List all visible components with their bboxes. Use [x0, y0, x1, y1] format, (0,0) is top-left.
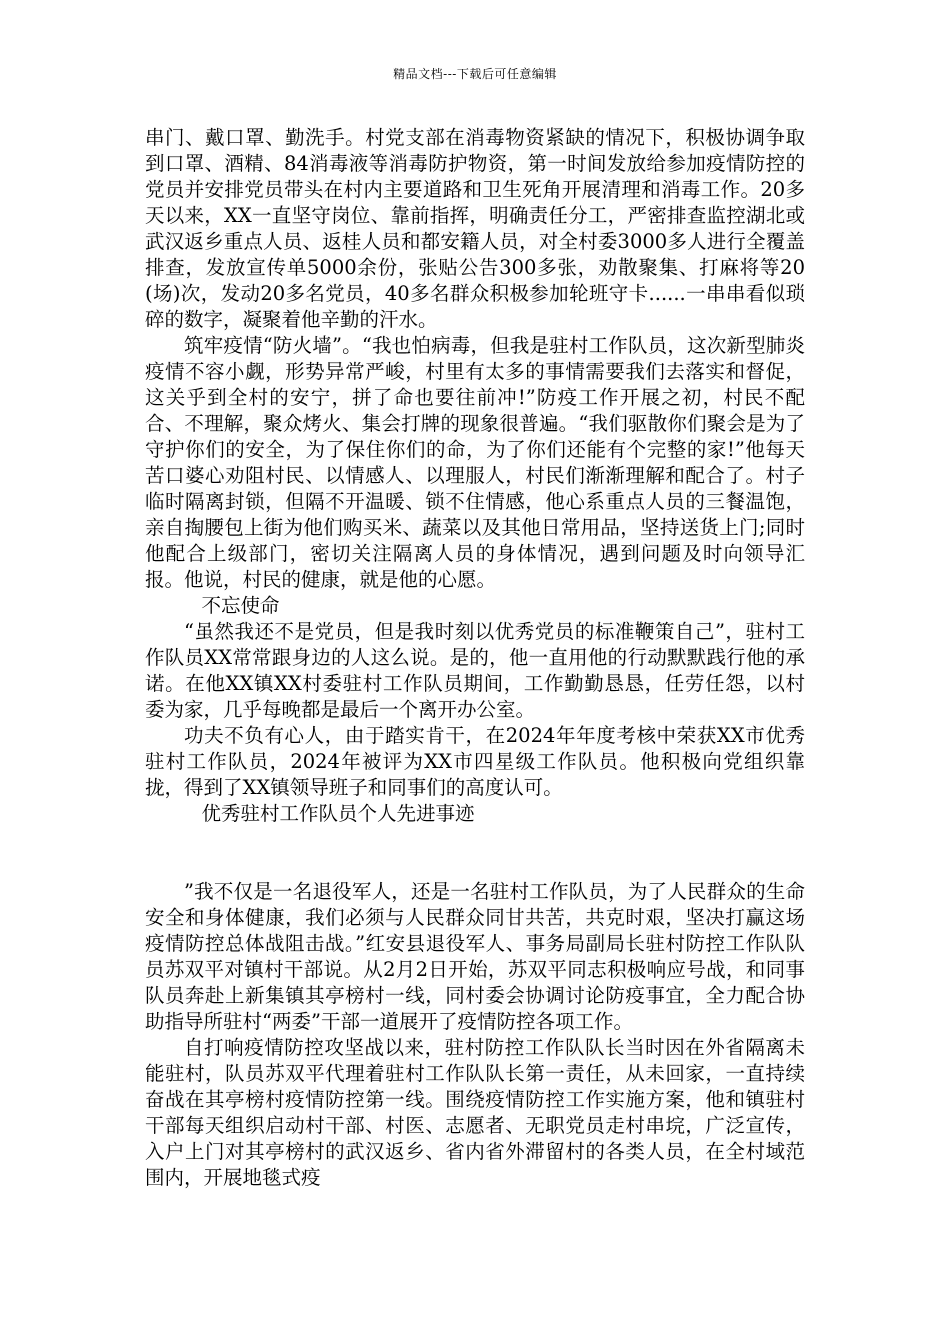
paragraph-honors: 功夫不负有心人，由于踏实肯干，在2024年年度考核中荣获XX市优秀驻村工作队员，2024年被评为XX市四星级工作队员。他积极向党组织靠拢，得到了XX镇领导班子和同事们的高度认可。 [145, 724, 805, 799]
section-heading-mission: 不忘使命 [201, 594, 280, 617]
paragraph-mission: “虽然我还不是党员，但是我时刻以优秀党员的标准鞭策自己”，驻村工作队员XX常常跟身边的人这么说。是的，他一直用他的行动默默践行他的承诺。在他XX镇XX村委驻村工作队员期间，工作勤勤恳恳，任劳任怨，以村委为家，几乎每晚都是最后一个离开办公室。 [145, 620, 805, 721]
paragraph-epidemic-work: 串门、戴口罩、勤洗手。村党支部在消毒物资紧缺的情况下，积极协调争取到口罩、酒精、84消毒液等消毒防护物资，第一时间发放给参加疫情防控的党员并安排党员带头在村内主要道路和卫生死角开展清理和消毒工作。20多天以来，XX一直坚守岗位、靠前指挥，明确责任分工，严密排查监控湖北或武汉返乡重点人员、返桂人员和都安籍人员，对全村委3000多人进行全覆盖排查，发放宣传单5000余份，张贴公告300多张，劝散聚集、打麻将等20(场)次，发动20多名党员，40多名群众积极参加轮班守卡......一串串看似琐碎的数字，凝聚着他辛勤的汗水。 [145, 126, 805, 331]
section-title-advanced-deeds: 优秀驻村工作队员个人先进事迹 [201, 802, 475, 825]
document-body [145, 125, 805, 1191]
page-header: 精品文档---下载后可任意编辑 [393, 67, 557, 81]
paragraph-firewall: 筑牢疫情“防火墙”。“我也怕病毒，但我是驻村工作队员，这次新型肺炎疫情不容小觑，形势异常严峻，村里有太多的事情需要我们去落实和督促，这关乎到全村的安宁，拼了命也要往前冲!”防疫工作开展之初，村民不配合、不理解，聚众烤火、集会打牌的现象很普遍。“我们驱散你们聚会是为了守护你们的安全，为了保住你们的命，为了你们还能有个完整的家!”他每天苦口婆心劝阻村民、以情感人、以理服人，村民们渐渐理解和配合了。村子临时隔离封锁，但隔不开温暖、锁不住情感，他心系重点人员的三餐温饱，亲自掏腰包上街为他们购买米、蔬菜以及其他日常用品，坚持送货上门;同时他配合上级部门，密切关注隔离人员的身体情况，遇到问题及时向领导汇报。他说，村民的健康，就是他的心愿。 [145, 334, 805, 591]
paragraph-frontline: 自打响疫情防控攻坚战以来，驻村防控工作队队长当时因在外省隔离未能驻村，队员苏双平代理着驻村工作队队长第一责任，从未回家，一直持续奋战在其亭榜村疫情防控第一线。围绕疫情防控工作实施方案，他和镇驻村干部每天组织启动村干部、村医、志愿者、无职党员走村串垸，广泛宣传，入户上门对其亭榜村的武汉返乡、省内省外滞留村的各类人员，在全村域范围内，开展地毯式疫 [145, 1036, 805, 1189]
paragraph-veteran-quote: ”我不仅是一名退役军人，还是一名驻村工作队员，为了人民群众的生命安全和身体健康，我们必须与人民群众同甘共苦，共克时艰，坚决打赢这场疫情防控总体战阻击战。”红安县退役军人、事务局副局长驻村防控工作队队员苏双平对镇村干部说。从2月2日开始，苏双平同志积极响应号战，和同事队员奔赴上新集镇其亭榜村一线，同村委会协调讨论防疫事宜，全力配合协助指导所驻村“两委”干部一道展开了疫情防控各项工作。 [145, 880, 805, 1033]
